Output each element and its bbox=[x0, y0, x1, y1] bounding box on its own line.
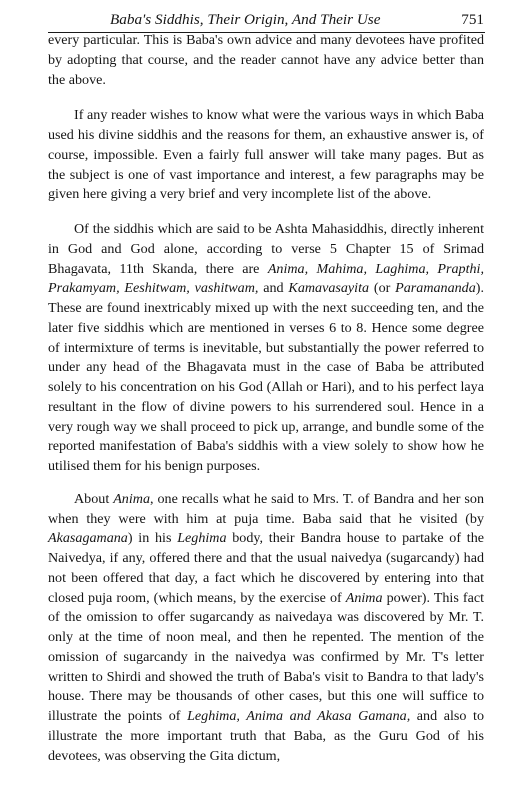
body-text bbox=[48, 31, 484, 782]
text-run: , one recalls what he said to Mrs. T. of Bandra and her son when they were with him at puja time. Baba said that he visited (by bbox=[48, 490, 484, 527]
paragraph-ashta-mahasiddhis bbox=[48, 220, 484, 477]
text-run: every particular. This is Baba's own advice and many devotees have profited by adopting that course, and the reader cannot have any advice better than the above. bbox=[48, 32, 484, 88]
text-run: If any reader wishes to know what were the various ways in which Baba used his divine siddhis and the reasons for them, an exhaustive answer is, of course, impossible. Even a fairly full answer will take many pages. But as the subject is one of vast importance and interest, a few paragraphs may be given here giving a very brief and very incomplete list of the above. bbox=[48, 107, 484, 203]
italic-term: Akasagamana bbox=[48, 530, 128, 547]
text-run: and also to illustrate the more important truth that Baba, as the Guru God of his devotees, was observing the Gita dictum, bbox=[48, 708, 484, 764]
italic-term: Anima bbox=[345, 589, 383, 606]
page-number: 751 bbox=[461, 11, 484, 28]
text-run: (or bbox=[369, 280, 396, 297]
text-run: Of the siddhis which are said to be Ashta Mahasiddhis, directly inherent in God and God alone, according to verse 5 Chapter 15 of Srimad Bhagavata, 11th Skanda, there are bbox=[48, 221, 484, 277]
text-run: and bbox=[258, 280, 289, 297]
text-run: ) in his bbox=[127, 530, 178, 547]
paragraph-continued bbox=[48, 31, 484, 90]
running-title: Baba's Siddhis, Their Origin, And Their Use bbox=[110, 11, 381, 28]
text-run: power). This fact of the omission to offer sugarcandy as naivedaya was discovered by Mr. T. only at the time of noon meal, and then he repented. The mention of the omission of sugarcandy in the naivedya was confirmed by Mr. T's letter written to Shirdi and showed the truth of Baba's visit to Bandra to that lady's house. There may be thousands of other cases, but this one will suffice to illustrate the points of bbox=[48, 589, 484, 724]
text-run: About bbox=[74, 490, 114, 507]
italic-term: Anima bbox=[113, 490, 150, 507]
italic-term: Kamavasayita bbox=[288, 280, 370, 297]
paragraph-siddhis-intro bbox=[48, 106, 484, 205]
italic-term: Leghima, Anima and Akasa Gamana, bbox=[187, 708, 411, 724]
italic-term: Anima, Mahima, Laghima, Prapthi, Prakamyam, Eeshitwam, vashitwam, bbox=[48, 260, 484, 297]
italic-term: Leghima bbox=[177, 530, 227, 547]
paragraph-anima bbox=[48, 490, 484, 767]
italic-term: Paramananda bbox=[395, 280, 476, 297]
text-run: body, their Bandra house to partake of the Naivedya, if any, offered there and that the usual naivedya (sugarcandy) had not been offered that day, a fact which he discovered by entering into that closed puja room, (which means, by the exercise of bbox=[48, 530, 484, 606]
text-run: ). These are found inextricably mixed up with the next succeeding ten, and the later five siddhis which are mentioned in verses 6 to 8. Hence some degree of intermixture of terms is inevitable, but substantially the power referred to under any head of the Bhagavata must in the case of Baba be attributed solely to his concentration on his God (Allah or Hari), and to his perfect laya resultant in the flow of divine powers to his surrendered soul. Hence in a very rough way we shall proceed to pick up, arrange, and bundle some of the reported manifestation of Baba's siddhis with a view solely to show how he utilised them for his benign purposes. bbox=[48, 280, 484, 474]
